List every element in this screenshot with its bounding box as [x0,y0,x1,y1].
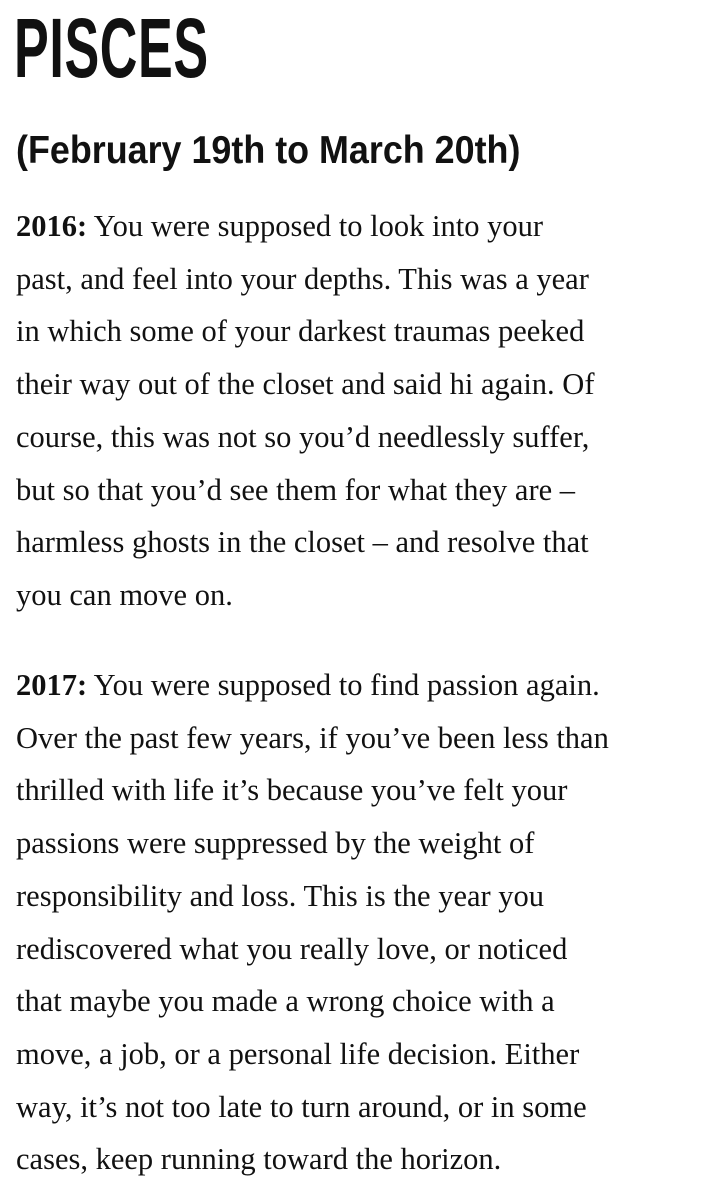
entry-line: that maybe you made a wrong choice with a [16,984,555,1019]
date-range-subtitle: (February 19th to March 20th) [16,129,521,172]
entry-line: Over the past few years, if you’ve been less than [16,720,609,755]
entry-line: but so that you’d see them for what they are – [16,472,576,507]
entry-line: in which some of your darkest traumas peeked [16,314,585,349]
entry-line [16,659,696,712]
year-label: 2016: [16,209,88,243]
year-entry-2016 [16,200,696,622]
entry-line: responsibility and loss. This is the year you [16,878,545,913]
entry-line: passions were suppressed by the weight of [16,826,535,861]
year-label: 2017: [16,668,88,702]
year-entry-2017 [16,659,696,1186]
entry-line: cases, keep running toward the horizon. [16,1142,502,1177]
entry-line: their way out of the closet and said hi again. Of [16,367,595,402]
entry-text: You were supposed to find passion again. [87,668,600,702]
entry-line: thrilled with life it’s because you’ve felt your [16,773,568,808]
entry-text: You were supposed to look into your [87,209,543,243]
entry-line [16,200,696,253]
page-title: PISCES [14,1,209,95]
entry-line: way, it’s not too late to turn around, or in some [16,1089,587,1124]
entry-line: course, this was not so you’d needlessly suffer, [16,419,590,454]
entry-line: you can move on. [16,577,233,612]
entry-line: past, and feel into your depths. This was a year [16,261,589,296]
entry-line: rediscovered what you really love, or noticed [16,931,568,966]
entry-line: move, a job, or a personal life decision. Either [16,1036,580,1071]
entry-line: harmless ghosts in the closet – and resolve that [16,525,589,560]
